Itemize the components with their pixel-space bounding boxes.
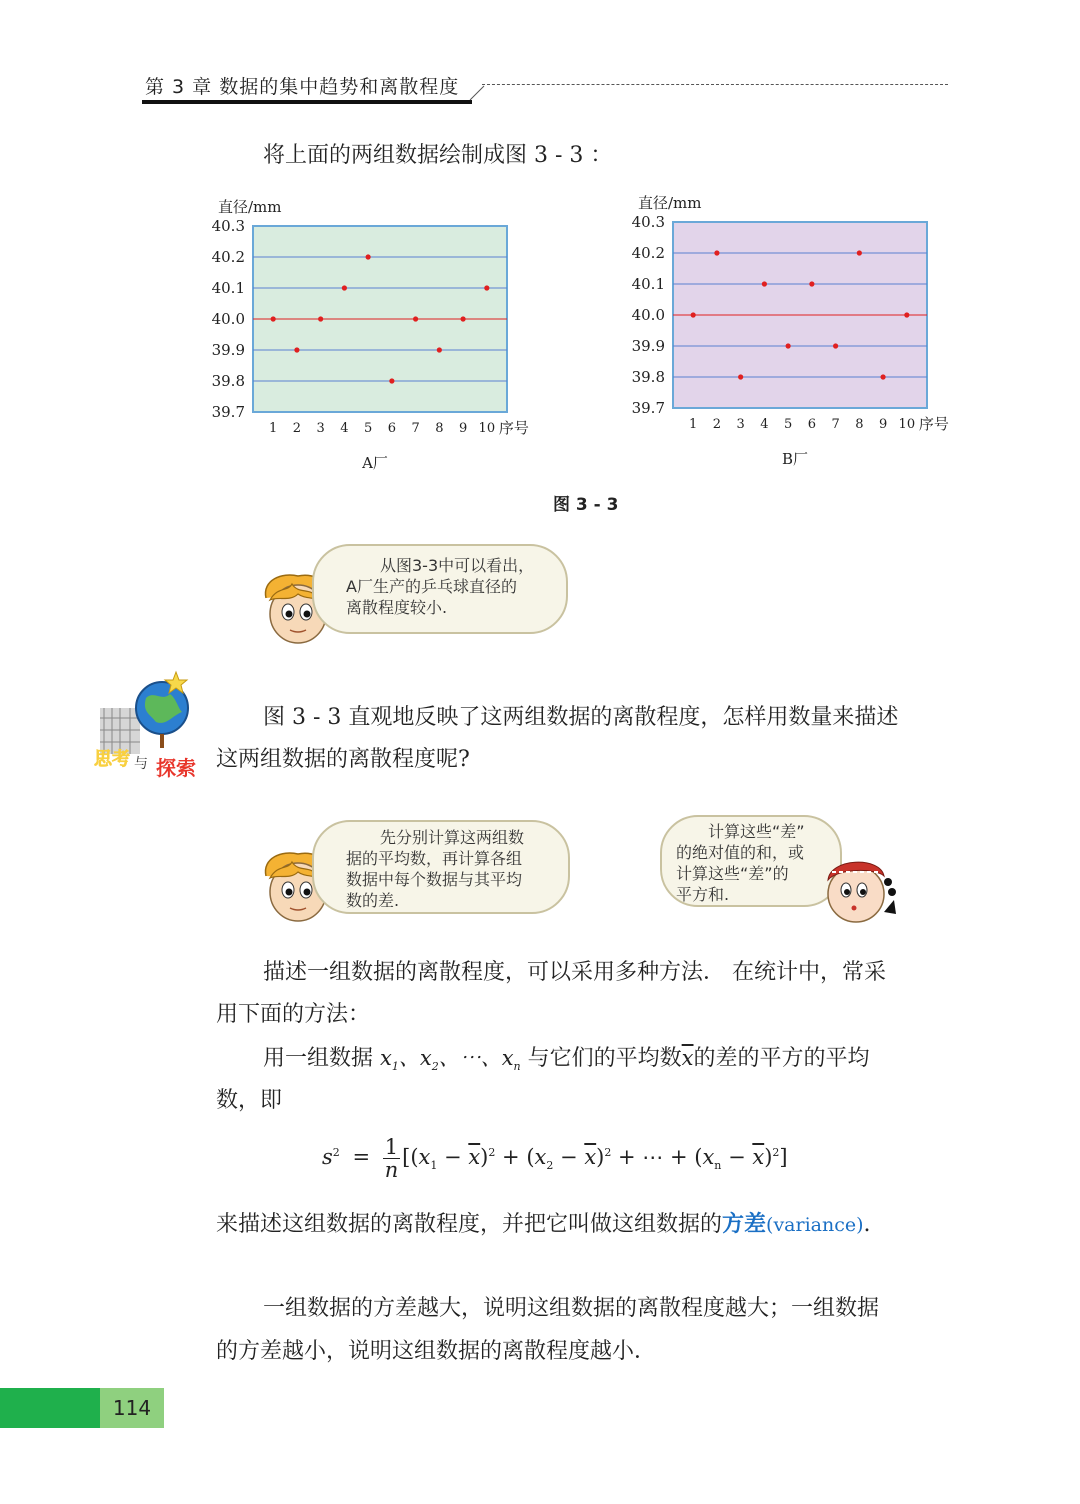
data-point	[437, 347, 442, 352]
badge-think: 思考	[94, 749, 130, 770]
data-point	[904, 312, 909, 317]
y-axis-label: 直径/mm	[638, 194, 702, 212]
para2-mid: 与它们的平均数	[527, 1046, 682, 1071]
header-slash	[468, 84, 486, 102]
y-tick-label: 40.3	[211, 217, 245, 235]
data-point	[857, 250, 862, 255]
y-tick-label: 39.7	[631, 399, 665, 417]
y-tick-label: 40.3	[631, 213, 665, 231]
data-point	[389, 378, 394, 383]
y-tick-label: 39.8	[211, 372, 245, 390]
y-tick-label: 39.9	[211, 341, 245, 359]
girl-cartoon-icon	[818, 846, 904, 926]
x-tick-label: 8	[435, 421, 444, 436]
bubble2-line1: 先分别计算这两组数	[380, 828, 525, 847]
term-variance: 方差	[722, 1211, 767, 1237]
para4-line2: 的方差越小，说明这组数据的离散程度越小．	[216, 1339, 657, 1364]
bubble2-line4: 数的差.	[346, 891, 400, 910]
data-point	[809, 281, 814, 286]
figure-caption: 图 3 - 3	[553, 495, 619, 515]
page-number: 114	[100, 1388, 164, 1428]
bubble1-line1: 从图3-3中可以看出，	[380, 556, 535, 575]
data-point	[318, 316, 323, 321]
data-point	[342, 285, 347, 290]
explore-text-line1: 图 3 - 3 直观地反映了这两组数据的离散程度，怎样用数量来描述	[263, 705, 899, 730]
data-point	[460, 316, 465, 321]
chart-caption: A厂	[362, 454, 388, 472]
data-point	[484, 285, 489, 290]
x-tick-label: 1	[689, 417, 698, 432]
x-tick-label: 7	[411, 421, 420, 436]
header-dashed-rule	[482, 84, 948, 85]
bubble2-line3: 数据中每个数据与其平均	[346, 870, 523, 889]
x-tick-label: 1	[269, 421, 278, 436]
data-point	[691, 312, 696, 317]
explore-globe-icon	[90, 668, 210, 783]
data-point	[833, 343, 838, 348]
y-tick-label: 39.9	[631, 337, 665, 355]
x-tick-label: 5	[783, 417, 793, 432]
x-tick-label: 4	[760, 417, 769, 432]
bubble3-line2: 的绝对值的和，或	[676, 843, 805, 862]
x-tick-label: 6	[807, 417, 817, 432]
x-tick-label: 5	[363, 421, 373, 436]
header-underline	[142, 100, 472, 104]
para1-line1: 描述一组数据的离散程度，可以采用多种方法． 在统计中，常采	[263, 960, 886, 985]
x-axis-label: 序号	[918, 415, 949, 433]
chapter-header: 第 3 章 数据的集中趋势和离散程度	[145, 76, 460, 98]
x-tick-label: 4	[340, 421, 349, 436]
x-tick-label: 2	[292, 421, 302, 436]
intro-text: 将上面的两组数据绘制成图 3 - 3 ：	[263, 143, 613, 168]
y-axis-label: 直径/mm	[218, 198, 282, 216]
y-tick-label: 40.2	[631, 244, 665, 262]
speech-bubble-3	[660, 815, 842, 907]
x-tick-label: 9	[458, 421, 468, 436]
badge-explore: 探索	[156, 756, 196, 780]
para2-line2: 数，即	[216, 1088, 283, 1113]
bubble3-line4: 平方和.	[676, 885, 730, 904]
x-tick-label: 10	[478, 421, 496, 436]
x-axis-label: 序号	[498, 419, 529, 437]
para2-line1	[263, 1037, 870, 1088]
x-tick-label: 7	[831, 417, 840, 432]
para1-line2: 用下面的方法：	[216, 1002, 371, 1027]
y-tick-label: 40.0	[631, 306, 665, 324]
data-point	[786, 343, 791, 348]
x-tick-label: 3	[736, 417, 745, 432]
y-tick-label: 40.2	[211, 248, 245, 266]
data-point	[738, 374, 743, 379]
data-point	[880, 374, 885, 379]
y-tick-label: 40.1	[211, 279, 245, 297]
page-number-bar	[0, 1388, 100, 1428]
data-point	[366, 254, 371, 259]
x-tick-label: 6	[387, 421, 397, 436]
y-tick-label: 39.8	[631, 368, 665, 386]
y-tick-label: 40.1	[631, 275, 665, 293]
chart-caption: B厂	[781, 450, 809, 468]
explore-text-line2: 这两组数据的离散程度呢?	[216, 747, 470, 772]
x-tick-label: 9	[878, 417, 888, 432]
speech-bubble-1	[312, 544, 568, 634]
para3-lead: 来描述这组数据的离散程度，并把它叫做这组数据的	[216, 1212, 723, 1237]
y-tick-label: 39.7	[211, 403, 245, 421]
badge-and: 与	[134, 756, 148, 772]
bubble1-line3: 离散程度较小.	[346, 598, 448, 617]
data-point	[413, 316, 418, 321]
para3-end: .	[863, 1212, 871, 1237]
bubble2-line2: 据的平均数，再计算各组	[346, 849, 523, 868]
chart-factory-a	[205, 190, 545, 480]
chart-factory-b	[625, 186, 965, 476]
data-point	[294, 347, 299, 352]
bubble3-line3: 计算这些“差”的	[676, 864, 789, 883]
variance-formula: $s^2$ = $\frac{1}{n}$ [$(x_1 - \overline{x})^2 + (x_2 - \overline{x})^2$ + ⋯ + $(x_n - \overline{x})^2$]	[322, 1135, 788, 1182]
para3	[216, 1203, 871, 1246]
mean-symbol: $\overline{x}$	[681, 1046, 694, 1070]
data-point	[714, 250, 719, 255]
term-variance-en: (variance)	[766, 1214, 864, 1236]
bubble1-line2: A厂生产的乒乓球直径的	[346, 577, 517, 596]
para4-line1: 一组数据的方差越大，说明这组数据的离散程度越大；一组数据	[263, 1296, 880, 1321]
x-tick-label: 3	[316, 421, 325, 436]
data-point	[762, 281, 767, 286]
para2-lead: 用一组数据	[263, 1046, 374, 1071]
x-tick-label: 8	[855, 417, 864, 432]
data-sequence: $x_1$、$x_2$、⋯、$x_n$	[380, 1046, 521, 1074]
para2-end: 的差的平方的平均	[693, 1046, 870, 1071]
x-tick-label: 10	[898, 417, 916, 432]
speech-bubble-2	[312, 820, 570, 914]
data-point	[271, 316, 276, 321]
bubble3-line1: 计算这些“差”	[708, 822, 805, 841]
y-tick-label: 40.0	[211, 310, 245, 328]
x-tick-label: 2	[712, 417, 722, 432]
